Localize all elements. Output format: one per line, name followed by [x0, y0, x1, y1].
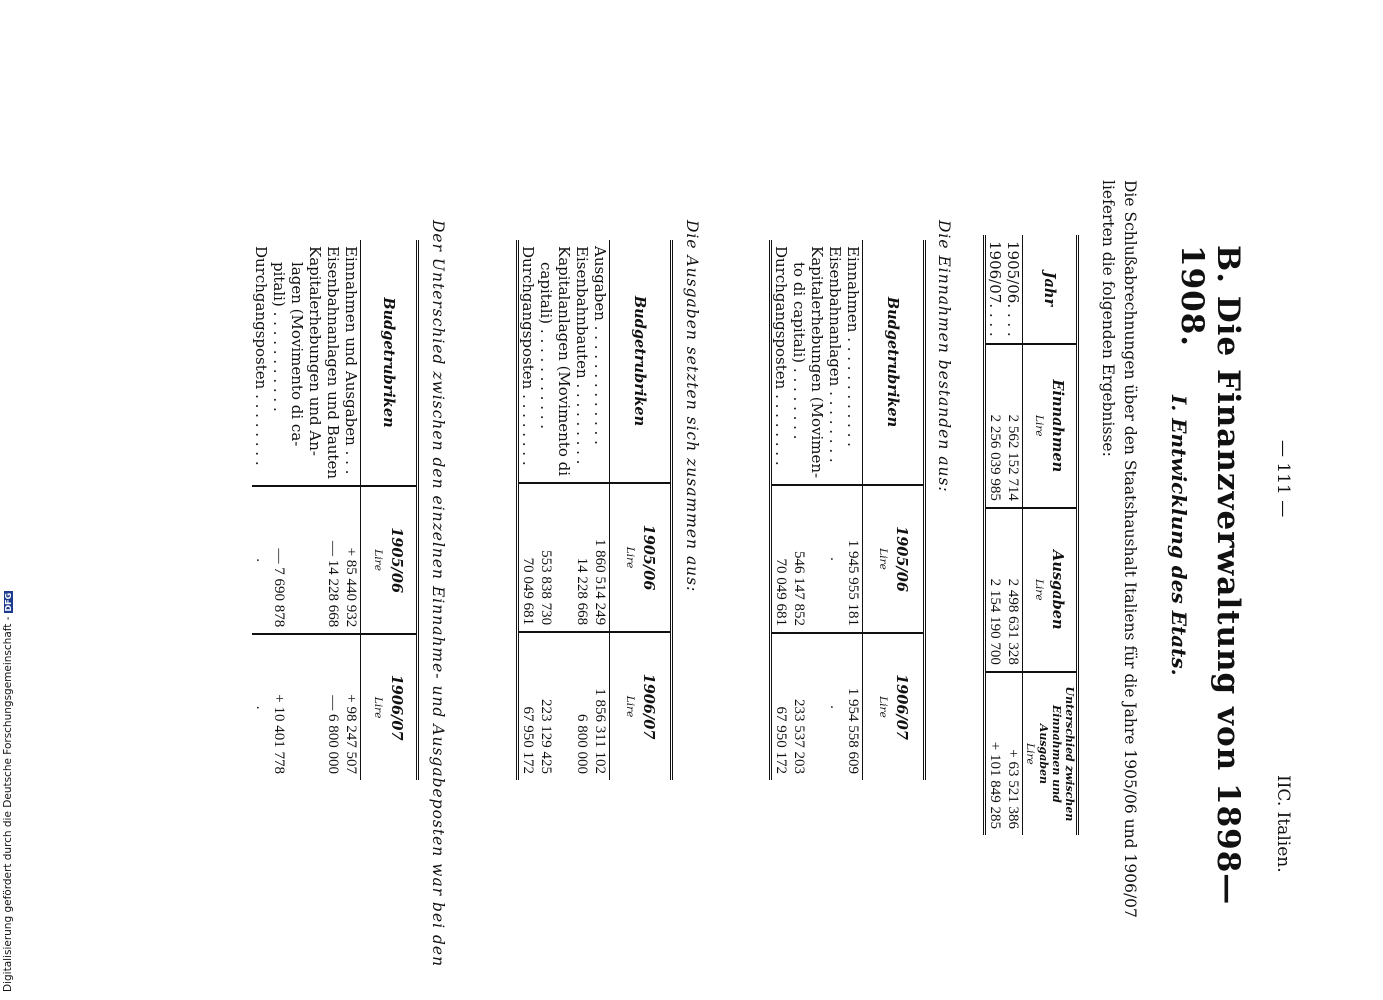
col-b-head [361, 634, 418, 780]
intro-paragraph: Die Schlußabrechnungen über den Staatshaushalt Italiens für die Jahre 1905/06 und 1906/07 lieferten die folgenden Ergebnisse: [1099, 180, 1139, 918]
table-einnahmen [769, 240, 926, 780]
row-label: Durchgangsposten . . . . . . . . [772, 246, 790, 466]
row-jahr: 1906/07. . . . [986, 241, 1004, 337]
col-a: 1905/06 [388, 527, 406, 594]
row-a [555, 483, 573, 632]
row-diff: + 63 521 386 [1004, 672, 1023, 835]
row-label: Kapitalerhebungen und An- [306, 246, 324, 456]
row-a: 70 049 681 [771, 485, 791, 633]
col-a-head [361, 486, 418, 634]
col-b: 1906/07 [893, 674, 910, 740]
row-ausgaben: 2 154 190 700 [985, 508, 1005, 672]
row-a: 1 945 955 181 [844, 485, 863, 633]
dfg-logo: DFG [4, 592, 13, 612]
table-row [537, 240, 555, 780]
table-row [324, 240, 342, 780]
row-b: 223 129 425 [537, 632, 555, 780]
col-a-head [863, 485, 925, 633]
row-label: Durchgangsposten . . . . . . . . [519, 246, 537, 466]
row-label: capitali) . . . . . . . . . . . [537, 262, 555, 430]
row-a: 70 049 681 [518, 483, 538, 632]
col-label: Budgetrubriken [361, 240, 418, 486]
unit-einnahmen: Lire [1033, 415, 1046, 437]
table-row [808, 240, 826, 780]
unit-a: Lire [624, 546, 636, 569]
col-a-head [610, 483, 672, 632]
table-row [591, 240, 610, 780]
row-b: . [826, 633, 844, 780]
row-label: Kapitalerhebungen (Movimen- [808, 246, 826, 479]
row-einnahmen: 2 562 152 714 [1004, 344, 1023, 508]
row-b: 67 950 172 [771, 633, 791, 780]
page-number: — 111 — [1273, 440, 1293, 518]
row-b [288, 634, 306, 780]
row-label: Durchgangsposten . . . . . . . . [252, 246, 270, 466]
row-a: 553 838 730 [537, 483, 555, 632]
col-ausgaben-head [1023, 508, 1078, 672]
row-a: — 14 228 668 [324, 486, 342, 634]
section-label: IIC. Italien. [1273, 775, 1293, 873]
row-a: 546 147 852 [790, 485, 808, 633]
col-a: 1905/06 [640, 524, 657, 591]
row-a: 1 860 514 249 [591, 483, 610, 632]
col-a: 1905/06 [893, 526, 910, 592]
row-a: . [252, 486, 270, 634]
row-label: Ausgaben . . . . . . . . . . . . . [591, 246, 609, 445]
intro-unterschied: Der Unterschied zwischen den einzelnen Einnahme- und Ausgabeposten war bei den [429, 220, 447, 968]
row-a: . [826, 485, 844, 633]
row-a: — 7 690 878 [270, 486, 288, 634]
table-row [1004, 235, 1023, 835]
unit-a: Lire [877, 548, 889, 570]
row-label: Eisenbahnanlagen und Bauten [324, 246, 342, 479]
row-b: 6 800 000 [573, 632, 591, 780]
col-ausgaben: Ausgaben [1049, 550, 1067, 630]
table-row [555, 240, 573, 780]
row-ausgaben: 2 498 631 328 [1004, 508, 1023, 672]
row-b [808, 633, 826, 780]
row-b: 1 856 311 102 [591, 632, 610, 780]
page-subtitle: I. Entwicklung des Etats. [1167, 395, 1191, 676]
col-diff: Unterschied zwischen Einnahmen und Ausgaben [1037, 686, 1076, 822]
row-label: lagen (Movimento di ca- [288, 262, 306, 447]
row-b: . [252, 634, 270, 780]
row-jahr: 1905/06. . . . [1004, 241, 1022, 337]
row-b: — 6 800 000 [324, 634, 342, 780]
row-einnahmen: 2 256 039 985 [985, 344, 1005, 508]
unit-b: Lire [624, 695, 636, 718]
row-label: Eisenbahnbauten . . . . . . . . . [573, 246, 591, 465]
table-row [771, 240, 791, 780]
row-a [808, 485, 826, 633]
table-row [252, 240, 270, 780]
table-row [306, 240, 324, 780]
row-b: + 98 247 507 [342, 634, 361, 780]
row-a [306, 486, 324, 634]
row-label: Kapitalanlagen (Movimento di [555, 246, 573, 477]
footer-text: Digitalisierung gefördert durch die Deutsche Forschungsgemeinschaft - [2, 616, 14, 992]
unit-a: Lire [372, 549, 385, 571]
col-b-head [610, 632, 672, 780]
row-label: Einnahmen . . . . . . . . . . . . [844, 246, 862, 447]
rotated-page [31, 0, 1321, 980]
table-row [844, 240, 863, 780]
col-label: Budgetrubriken [863, 240, 925, 485]
table-row [270, 240, 288, 780]
footer-credit [2, 591, 14, 992]
page-title: B. Die Finanzverwaltung von 1898—1908. [1174, 245, 1246, 906]
row-b: 233 537 203 [790, 633, 808, 780]
row-b: + 10 401 778 [270, 634, 288, 780]
table-unterschied [252, 240, 419, 780]
table-row [826, 240, 844, 780]
unit-diff: Lire [1024, 743, 1036, 765]
unit-b: Lire [877, 696, 889, 718]
table-totals [983, 235, 1079, 835]
table-ausgaben [516, 240, 673, 780]
col-b: 1906/07 [388, 674, 406, 741]
col-label: Budgetrubriken [610, 240, 672, 483]
col-b: 1906/07 [640, 673, 657, 740]
table-row [288, 240, 306, 780]
col-jahr: Jahr [1023, 235, 1078, 344]
row-a: 14 228 668 [573, 483, 591, 632]
col-diff-head [1023, 672, 1078, 835]
intro-einnahmen: Die Einnahmen bestanden aus: [935, 220, 953, 493]
row-a: + 85 440 932 [342, 486, 361, 634]
row-b: 1 954 558 609 [844, 633, 863, 780]
unit-ausgaben: Lire [1033, 579, 1046, 601]
table-row [790, 240, 808, 780]
table-row [573, 240, 591, 780]
row-b: 67 950 172 [518, 632, 538, 780]
row-b [306, 634, 324, 780]
table-row [985, 235, 1005, 835]
unit-b: Lire [372, 696, 385, 719]
col-einnahmen-head [1023, 344, 1078, 508]
table-row [518, 240, 538, 780]
row-label: Eisenbahnanlagen . . . . . . . . [826, 246, 844, 463]
table-row [342, 240, 361, 780]
col-einnahmen: Einnahmen [1049, 379, 1067, 473]
row-diff: + 101 849 285 [985, 672, 1005, 835]
row-label: to di capitali) . . . . . . . . [790, 262, 808, 440]
intro-ausgaben: Die Ausgaben setzten sich zusammen aus: [683, 220, 701, 593]
col-b-head [863, 633, 925, 780]
row-b [555, 632, 573, 780]
row-label: pitali) . . . . . . . . . . . [270, 262, 288, 412]
row-a [288, 486, 306, 634]
row-label: Einnahmen und Ausgaben . . . [342, 246, 360, 475]
